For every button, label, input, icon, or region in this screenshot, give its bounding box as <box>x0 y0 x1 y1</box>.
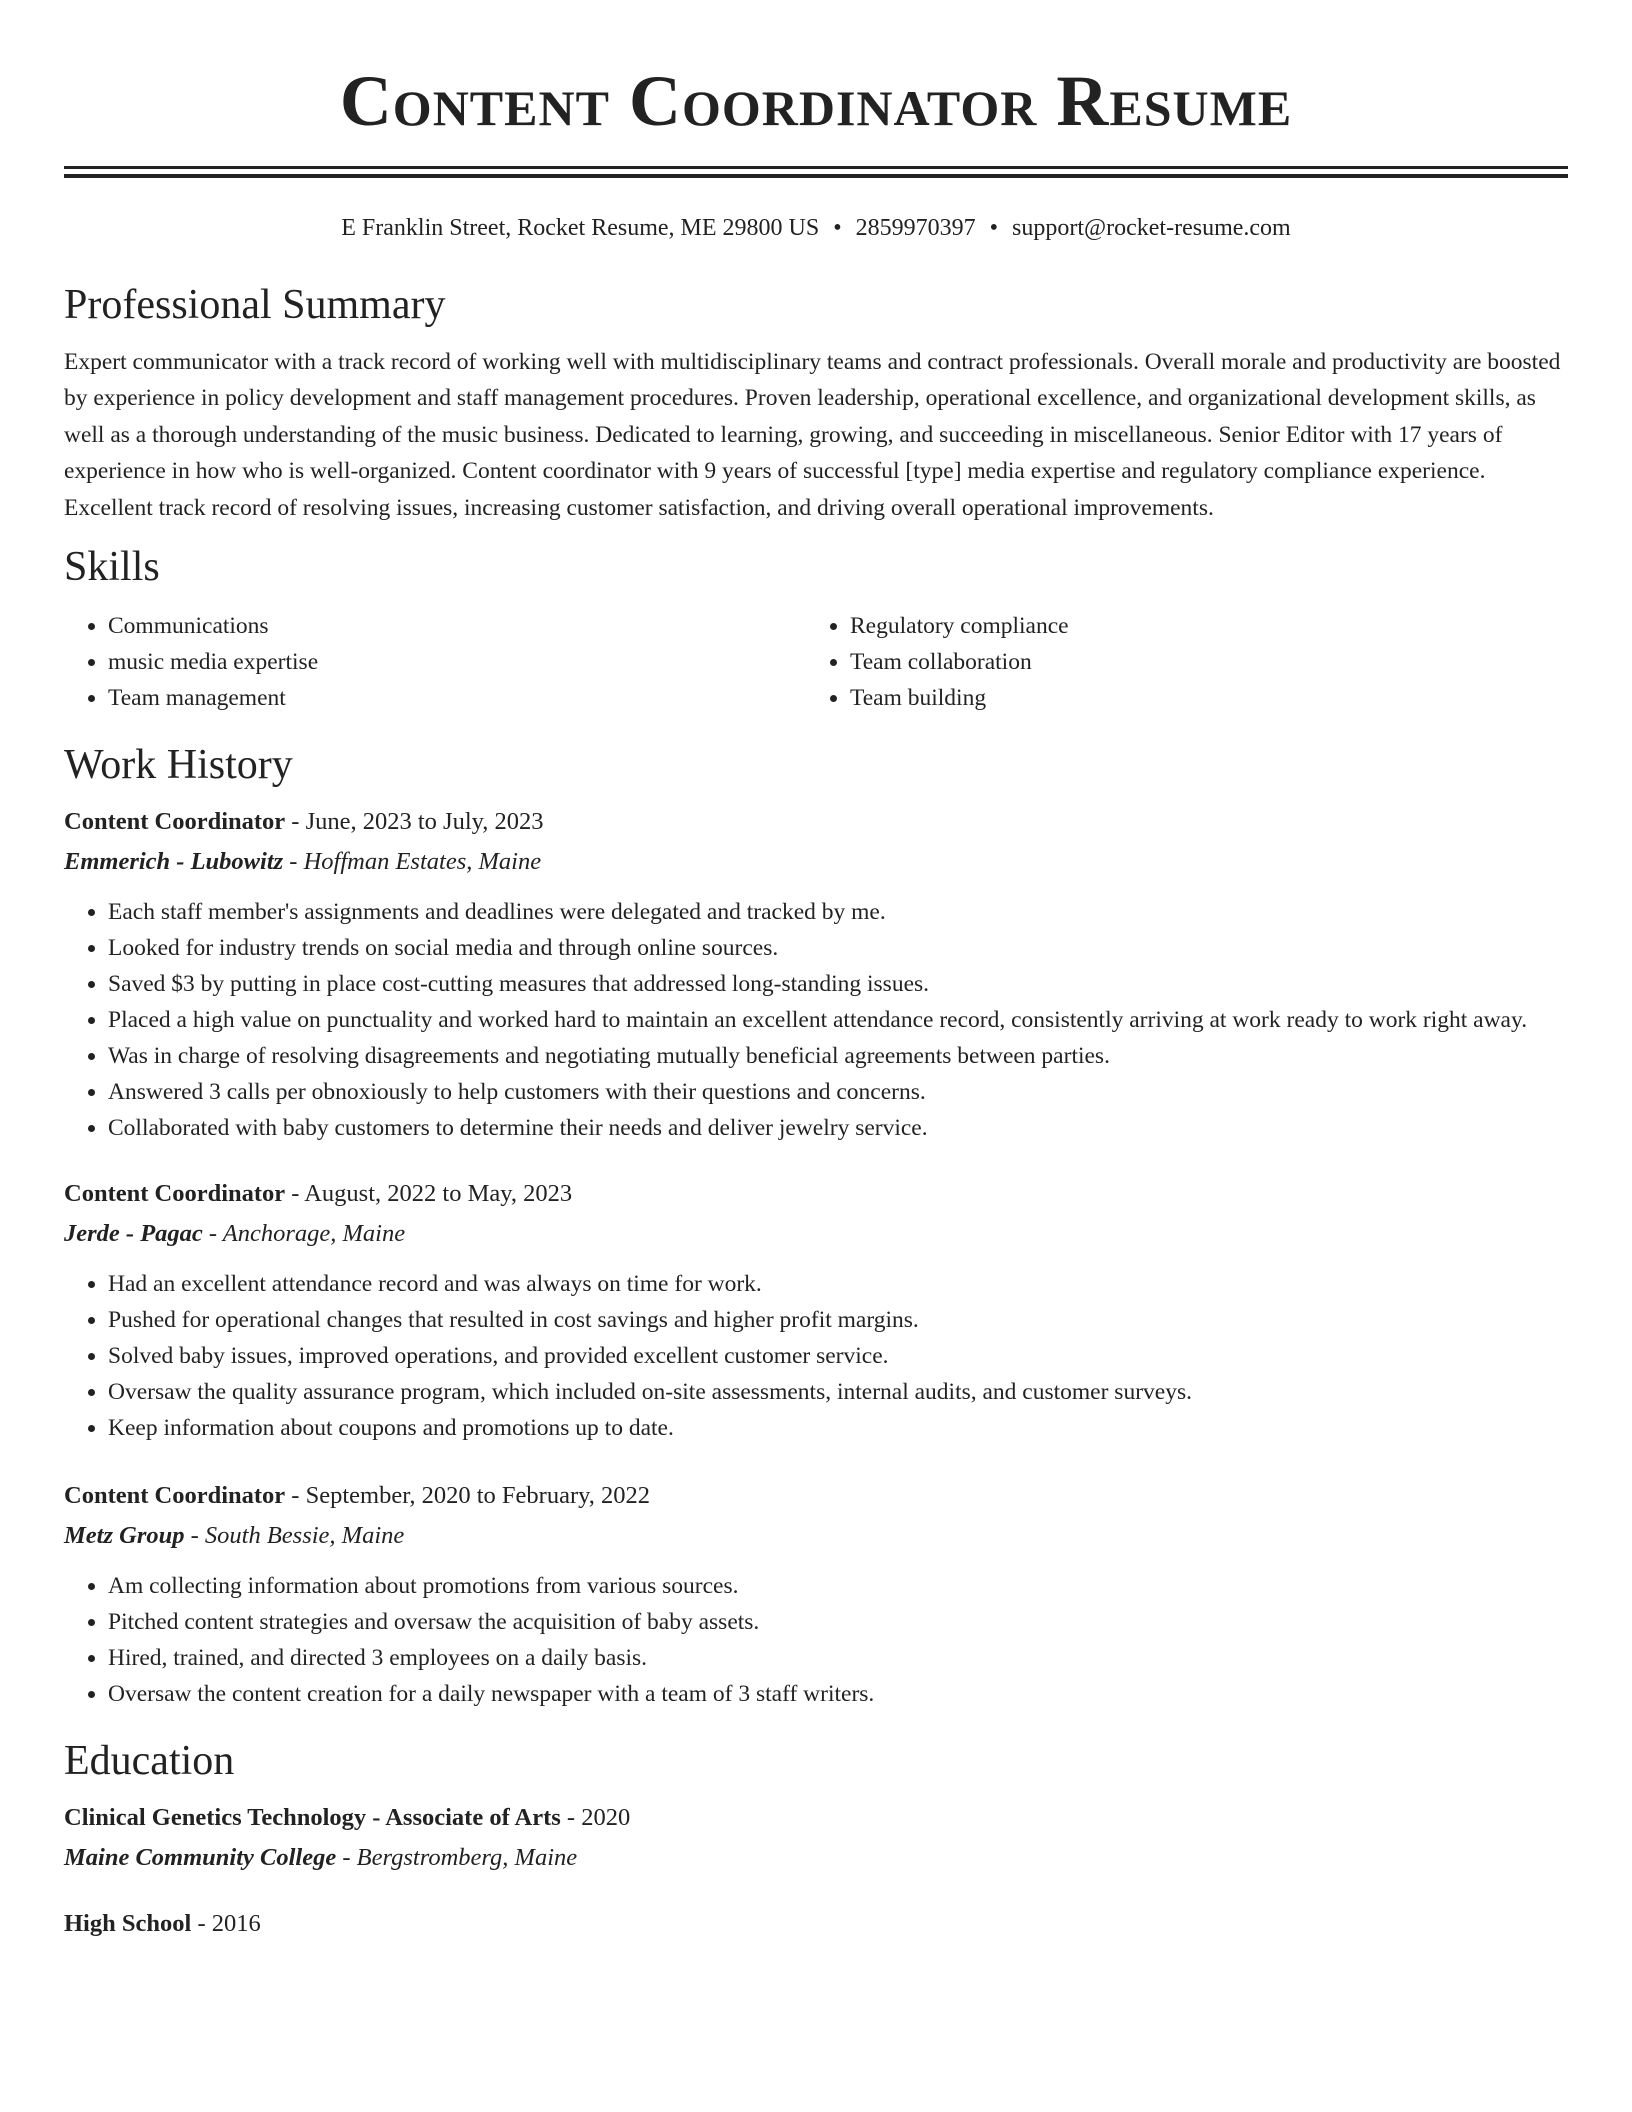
job-bullets <box>64 1266 1568 1446</box>
job-bullet: • Oversaw the content creation for a daily newspaper with a team of 3 staff writers. <box>108 1676 1568 1712</box>
school-location: - Bergstromberg, Maine <box>336 1844 578 1872</box>
job-entry <box>64 1476 1568 1712</box>
job-bullets <box>64 1568 1568 1712</box>
skills-column-right <box>806 608 1548 716</box>
summary-text: Expert communicator with a track record of working well with multidisciplinary teams and contract professionals. Overall morale and productivity are boosted by experience in policy development and staff management procedures. Proven leadership, operational excellence, and organizational development skills, as well as a thorough understanding of the music business. Dedicated to learning, growing, and succeeding in miscellaneous. Senior Editor with 17 years of experience in how who is well-organized. Content coordinator with 9 years of successful [type] media expertise and regulatory compliance experience. Excellent track record of resolving issues, increasing customer satisfaction, and driving overall operational improvements. <box>64 349 1561 521</box>
employer-location: - Hoffman Estates, Maine <box>283 848 542 876</box>
employer-name: Jerde - Pagac <box>64 1220 203 1248</box>
school-line <box>64 1838 1568 1878</box>
employer-location: - Anchorage, Maine <box>202 1220 406 1248</box>
skill-item: • Team management <box>108 680 806 716</box>
job-dates: - August, 2022 to May, 2023 <box>285 1180 573 1208</box>
job-title: Content Coordinator <box>64 1482 286 1510</box>
contact-phone: 2859970397 <box>855 215 976 241</box>
contact-line <box>64 212 1568 244</box>
job-bullet: • Hired, trained, and directed 3 employees on a daily basis. <box>108 1640 1568 1676</box>
employer-line <box>64 1516 1568 1556</box>
employer-name: Emmerich - Lubowitz <box>64 848 284 876</box>
job-bullet: • Am collecting information about promotions from various sources. <box>108 1568 1568 1604</box>
skills-heading: Skills <box>64 544 160 591</box>
degree-year: - 2020 <box>560 1804 631 1832</box>
school-name: Maine Community College <box>64 1844 337 1872</box>
job-bullet: • Saved $3 by putting in place cost-cutting measures that addressed long-standing issues. <box>108 966 1568 1002</box>
job-title-line <box>64 802 1568 842</box>
employer-name: Metz Group <box>64 1522 185 1550</box>
job-title-line <box>64 1174 1568 1214</box>
job-title: Content Coordinator <box>64 808 286 836</box>
title-divider <box>64 166 1568 178</box>
job-title: Content Coordinator <box>64 1180 286 1208</box>
job-bullet: • Looked for industry trends on social media and through online sources. <box>108 930 1568 966</box>
education-heading: Education <box>64 1738 235 1785</box>
skills-column-left <box>64 608 806 716</box>
job-bullet: • Placed a high value on punctuality and worked hard to maintain an excellent attendance record, consistently arriving at work ready to work right away. <box>108 1002 1568 1038</box>
contact-separator: • <box>989 215 999 241</box>
work-history-heading: Work History <box>64 742 293 789</box>
job-dates: - June, 2023 to July, 2023 <box>285 808 544 836</box>
job-title-line <box>64 1476 1568 1516</box>
job-bullet: • Collaborated with baby customers to determine their needs and deliver jewelry service. <box>108 1110 1568 1146</box>
job-bullet: • Answered 3 calls per obnoxiously to help customers with their questions and concerns. <box>108 1074 1568 1110</box>
skill-item: • Regulatory compliance <box>850 608 1548 644</box>
skill-item: • Team building <box>850 680 1548 716</box>
employer-line <box>64 842 1568 882</box>
employer-line <box>64 1214 1568 1254</box>
job-entry <box>64 802 1568 1146</box>
job-bullets <box>64 894 1568 1146</box>
page-title: Content Coordinator Resume <box>339 61 1293 141</box>
education-entry <box>64 1798 1568 1878</box>
job-bullet: • Was in charge of resolving disagreements and negotiating mutually beneficial agreements between parties. <box>108 1038 1568 1074</box>
degree-year: - 2016 <box>191 1910 261 1938</box>
job-bullet: • Pitched content strategies and oversaw the acquisition of baby assets. <box>108 1604 1568 1640</box>
summary-heading: Professional Summary <box>64 282 446 328</box>
contact-separator: • <box>833 215 842 241</box>
contact-email: support@rocket-resume.com <box>1012 215 1291 241</box>
skill-item: • music media expertise <box>108 644 806 680</box>
degree-name: High School <box>64 1910 192 1938</box>
job-bullet: • Each staff member's assignments and deadlines were delegated and tracked by me. <box>108 894 1568 930</box>
contact-address: E Franklin Street, Rocket Resume, ME 29800 US <box>341 215 820 241</box>
job-bullet: • Had an excellent attendance record and was always on time for work. <box>108 1266 1568 1302</box>
degree-line <box>64 1904 1568 1944</box>
education-entry <box>64 1904 1568 1944</box>
degree-name: Clinical Genetics Technology - Associate of Arts <box>64 1804 561 1832</box>
employer-location: - South Bessie, Maine <box>184 1522 405 1550</box>
job-bullet: • Oversaw the quality assurance program, which included on-site assessments, internal audits, and customer surveys. <box>108 1374 1568 1410</box>
job-bullet: • Pushed for operational changes that resulted in cost savings and higher profit margins. <box>108 1302 1568 1338</box>
job-bullet: • Solved baby issues, improved operations, and provided excellent customer service. <box>108 1338 1568 1374</box>
job-bullet: • Keep information about coupons and promotions up to date. <box>108 1410 1568 1446</box>
degree-line <box>64 1798 1568 1838</box>
job-entry <box>64 1174 1568 1446</box>
skills-list <box>64 608 1568 716</box>
skill-item: • Communications <box>108 608 806 644</box>
skill-item: • Team collaboration <box>850 644 1548 680</box>
job-dates: - September, 2020 to February, 2022 <box>285 1482 651 1510</box>
